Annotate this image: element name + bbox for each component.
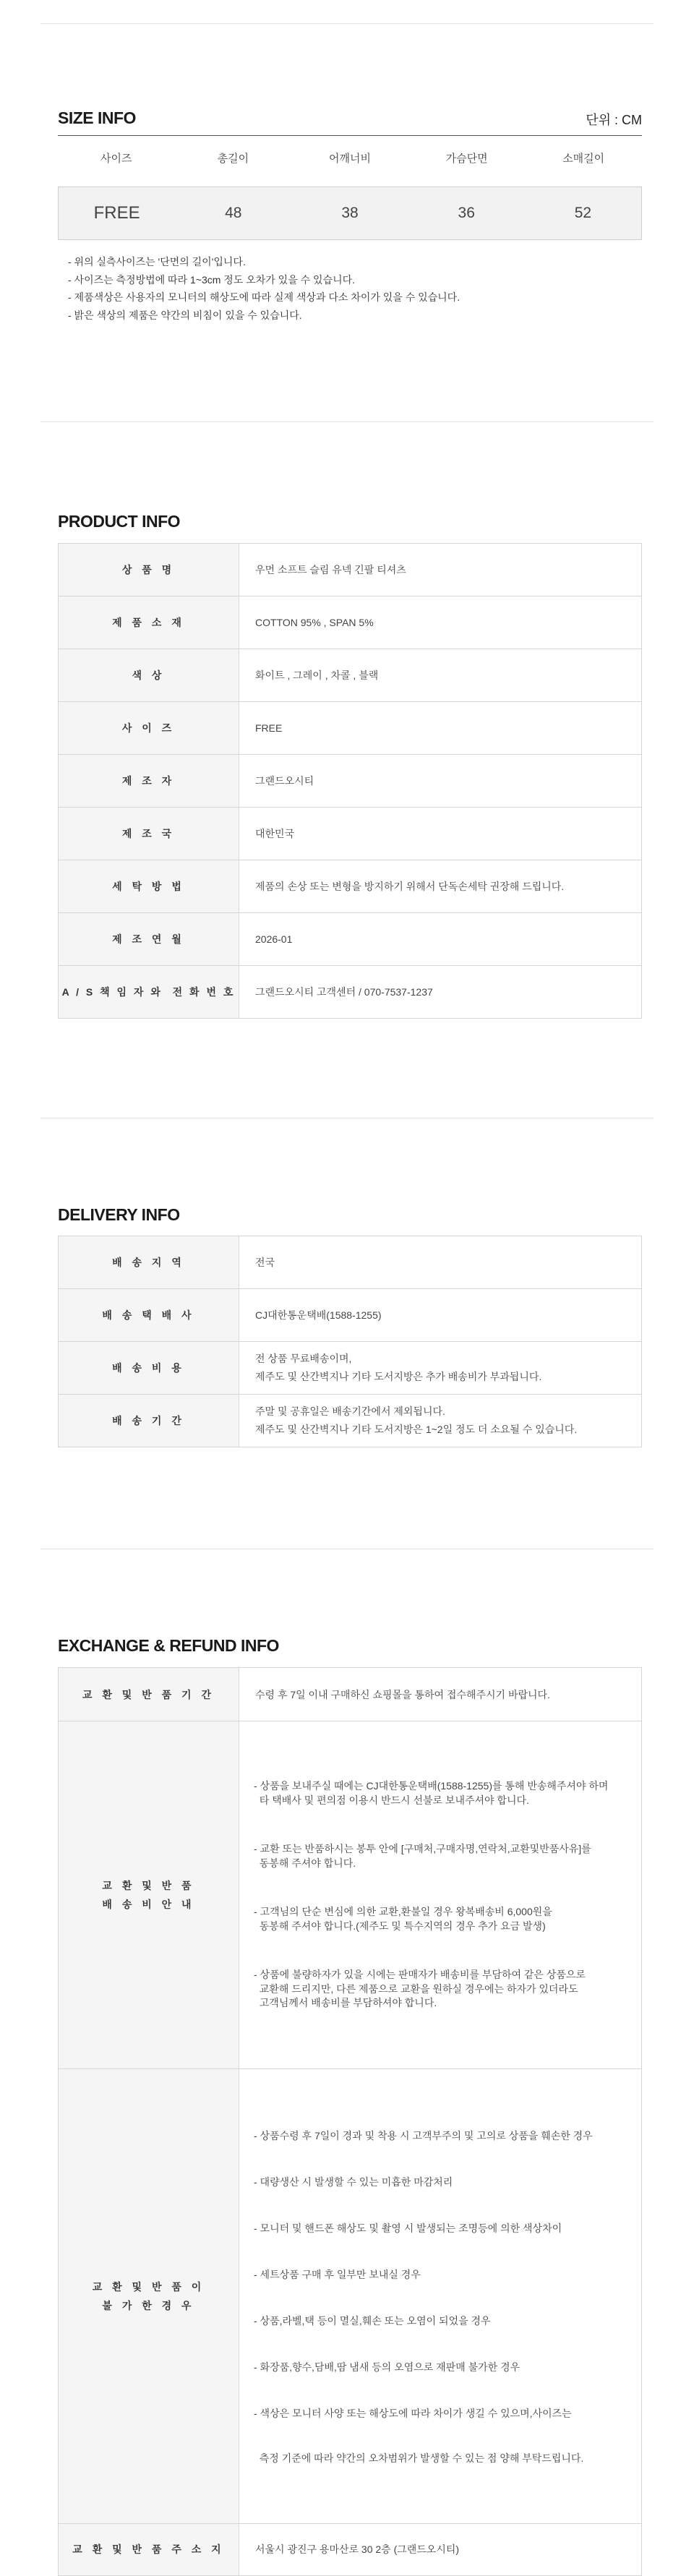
row-label-line: 교 환 및 반 품 이 bbox=[92, 2280, 205, 2293]
table-row bbox=[59, 2523, 642, 2575]
size-note: - 사이즈는 측정방법에 따라 1~3cm 정도 오차가 있을 수 있습니다. bbox=[68, 273, 356, 286]
list-item: - 대량생산 시 발생할 수 있는 미흡한 마감처리 bbox=[254, 2175, 453, 2188]
list-item bbox=[254, 1968, 641, 2011]
table-row bbox=[59, 1721, 642, 2069]
table-row bbox=[59, 649, 642, 702]
list-item-line: 고객님께서 배송비를 부담하셔야 합니다. bbox=[254, 1997, 437, 2008]
row-label: 배 송 비 용 bbox=[59, 1342, 239, 1395]
size-values-row bbox=[58, 187, 642, 240]
row-label-line: 배 송 비 안 내 bbox=[102, 1898, 195, 1910]
row-value bbox=[239, 1721, 642, 2069]
size-value: 38 bbox=[341, 205, 359, 221]
size-value: 52 bbox=[574, 205, 592, 221]
table-row bbox=[59, 2068, 642, 2523]
row-value-line: 제주도 및 산간벽지나 기타 도서지방은 추가 배송비가 부과됩니다. bbox=[255, 1371, 542, 1382]
list-item: 측정 기준에 따라 약간의 오차범위가 발생할 수 있는 점 양해 부탁드립니다. bbox=[254, 2452, 584, 2464]
row-label: 교 환 및 반 품 기 간 bbox=[59, 1668, 239, 1721]
product-info-table bbox=[58, 543, 642, 1019]
row-label: 제 조 국 bbox=[59, 808, 239, 860]
size-note: - 밝은 색상의 제품은 약간의 비침이 있을 수 있습니다. bbox=[68, 309, 302, 321]
size-note: - 제품색상은 사용자의 모니터의 해상도에 따라 실제 색상과 다소 차이가 있을 수 있습니다. bbox=[68, 291, 460, 303]
list-item-line: - 상품에 불량하자가 있을 시에는 판매자가 배송비를 부담하여 같은 상품으로 bbox=[254, 1969, 586, 1980]
table-row bbox=[59, 1395, 642, 1447]
row-value: 우먼 소프트 슬림 유넥 긴팔 티셔츠 bbox=[239, 544, 642, 596]
size-column-header: 가슴단면 bbox=[445, 153, 488, 165]
size-column-header: 어깨너비 bbox=[329, 153, 371, 165]
row-value-line: 주말 및 공휴일은 배송기간에서 제외됩니다. bbox=[255, 1405, 445, 1417]
row-label: 제 품 소 재 bbox=[59, 596, 239, 649]
row-label: 배 송 기 간 bbox=[59, 1395, 239, 1447]
table-row bbox=[59, 860, 642, 913]
row-label: A / S 책 임 자 와 전 화 번 호 bbox=[59, 966, 239, 1019]
list-item-line: 타 택배사 및 편의점 이용시 반드시 선불로 보내주셔야 합니다. bbox=[254, 1794, 529, 1806]
row-label: 색 상 bbox=[59, 649, 239, 702]
size-value: 48 bbox=[225, 205, 242, 221]
row-label bbox=[59, 1721, 239, 2069]
table-row bbox=[59, 755, 642, 808]
table-row bbox=[59, 913, 642, 966]
size-column-headers bbox=[58, 152, 642, 174]
list-item: - 상품,라벨,택 등이 멸실,훼손 또는 오염이 되었을 경우 bbox=[254, 2314, 491, 2327]
product-info-title: PRODUCT INFO bbox=[58, 512, 181, 531]
row-value: COTTON 95% , SPAN 5% bbox=[239, 596, 642, 649]
row-label: 제 조 자 bbox=[59, 755, 239, 808]
table-row bbox=[59, 1668, 642, 1721]
size-note: - 위의 실측사이즈는 '단면의 길이'입니다. bbox=[68, 256, 246, 268]
row-value-line: 전국 bbox=[255, 1257, 275, 1268]
list-item-line: - 고객님의 단순 변심에 의한 교환,환불일 경우 왕복배송비 6,000원을 bbox=[254, 1906, 552, 1917]
row-label-line: 불 가 한 경 우 bbox=[102, 2299, 195, 2311]
list-item bbox=[254, 1842, 641, 1870]
list-item: - 상품수령 후 7일이 경과 및 착용 시 고객부주의 및 고의로 상품을 훼손한 경우 bbox=[254, 2129, 593, 2141]
size-info-header bbox=[58, 108, 642, 136]
list-item: - 화장품,향수,담배,땀 냄새 등의 오염으로 재판매 불가한 경우 bbox=[254, 2361, 520, 2373]
list-item: - 모니터 및 핸드폰 해상도 및 촬영 시 발생되는 조명등에 의한 색상차이 bbox=[254, 2222, 562, 2234]
row-value-line: 전 상품 무료배송이며, bbox=[255, 1353, 352, 1364]
row-label: 제 조 연 월 bbox=[59, 913, 239, 966]
list-item-line: 동봉해 주셔야 합니다.(제주도 및 특수지역의 경우 추가 요금 발생) bbox=[254, 1920, 546, 1932]
list-item: - 세트상품 구매 후 일부만 보내실 경우 bbox=[254, 2268, 421, 2280]
row-value: 서울시 광진구 용마산로 30 2층 (그랜드오시티) bbox=[239, 2523, 642, 2575]
row-label-line: 교 환 및 반 품 bbox=[102, 1879, 195, 1891]
row-label bbox=[59, 2068, 239, 2523]
row-value: 2026-01 bbox=[239, 913, 642, 966]
size-column-header: 총길이 bbox=[217, 153, 249, 165]
list-item-line: 교환해 드리지만, 다른 제품으로 교환을 원하실 경우에는 하자가 있더라도 bbox=[254, 1982, 578, 1995]
row-label: 사 이 즈 bbox=[59, 702, 239, 755]
row-value: FREE bbox=[239, 702, 642, 755]
exchange-info-table bbox=[58, 1667, 642, 2576]
list-item-line: 동봉해 주셔야 합니다. bbox=[254, 1857, 356, 1869]
row-label: 배 송 지 역 bbox=[59, 1236, 239, 1289]
table-row bbox=[59, 544, 642, 596]
row-value: 그랜드오시티 고객센터 / 070-7537-1237 bbox=[239, 966, 642, 1019]
row-value: 수령 후 7일 이내 구매하신 쇼핑몰을 통하여 접수해주시기 바랍니다. bbox=[239, 1668, 642, 1721]
row-value: 대한민국 bbox=[239, 808, 642, 860]
list-item bbox=[254, 1779, 641, 1807]
table-row bbox=[59, 1342, 642, 1395]
size-column-header: 소매길이 bbox=[562, 153, 605, 165]
delivery-info-table bbox=[58, 1236, 642, 1447]
delivery-info-title: DELIVERY INFO bbox=[58, 1205, 180, 1224]
row-value-line: CJ대한통운택배(1588-1255) bbox=[255, 1309, 382, 1321]
size-value: FREE bbox=[93, 203, 140, 223]
row-label: 교 환 및 반 품 주 소 지 bbox=[59, 2523, 239, 2575]
shipping-fee-list bbox=[254, 1750, 641, 2040]
list-item-line: - 상품을 보내주실 때에는 CJ대한통운택배(1588-1255)를 통해 반송해주셔야 하며 bbox=[254, 1780, 609, 1792]
row-label: 배 송 택 배 사 bbox=[59, 1289, 239, 1342]
row-value: 그랜드오시티 bbox=[239, 755, 642, 808]
list-item: - 색상은 모니터 사양 또는 해상도에 따라 차이가 생길 수 있으며,사이즈는 bbox=[254, 2407, 572, 2419]
row-value bbox=[239, 1289, 642, 1342]
list-item bbox=[254, 1905, 641, 1933]
table-row bbox=[59, 702, 642, 755]
table-row bbox=[59, 966, 642, 1019]
row-value bbox=[239, 1342, 642, 1395]
row-label: 세 탁 방 법 bbox=[59, 860, 239, 913]
list-item-line: - 교환 또는 반품하시는 봉투 안에 [구매처,구매자명,연락처,교환및반품사유]를 bbox=[254, 1843, 591, 1854]
table-row bbox=[59, 808, 642, 860]
table-row bbox=[59, 1236, 642, 1289]
size-info-title: SIZE INFO bbox=[58, 108, 136, 127]
row-value: 제품의 손상 또는 변형을 방지하기 위해서 단독손세탁 권장해 드립니다. bbox=[239, 860, 642, 913]
section-divider bbox=[40, 23, 654, 24]
row-value bbox=[239, 2068, 642, 2523]
size-unit-label: 단위 : CM bbox=[586, 113, 642, 127]
row-value bbox=[239, 1236, 642, 1289]
not-allowed-list bbox=[254, 2098, 641, 2494]
size-notes bbox=[68, 253, 460, 324]
exchange-info-title: EXCHANGE & REFUND INFO bbox=[58, 1636, 279, 1655]
size-column-header: 사이즈 bbox=[100, 153, 132, 165]
row-value-line: 제주도 및 산간벽지나 기타 도서지방은 1~2일 정도 더 소요될 수 있습니다. bbox=[255, 1424, 578, 1435]
size-value: 36 bbox=[458, 205, 475, 221]
row-label: 상 품 명 bbox=[59, 544, 239, 596]
row-value: 화이트 , 그레이 , 차콜 , 블랙 bbox=[239, 649, 642, 702]
table-row bbox=[59, 596, 642, 649]
table-row bbox=[59, 1289, 642, 1342]
row-value bbox=[239, 1395, 642, 1447]
